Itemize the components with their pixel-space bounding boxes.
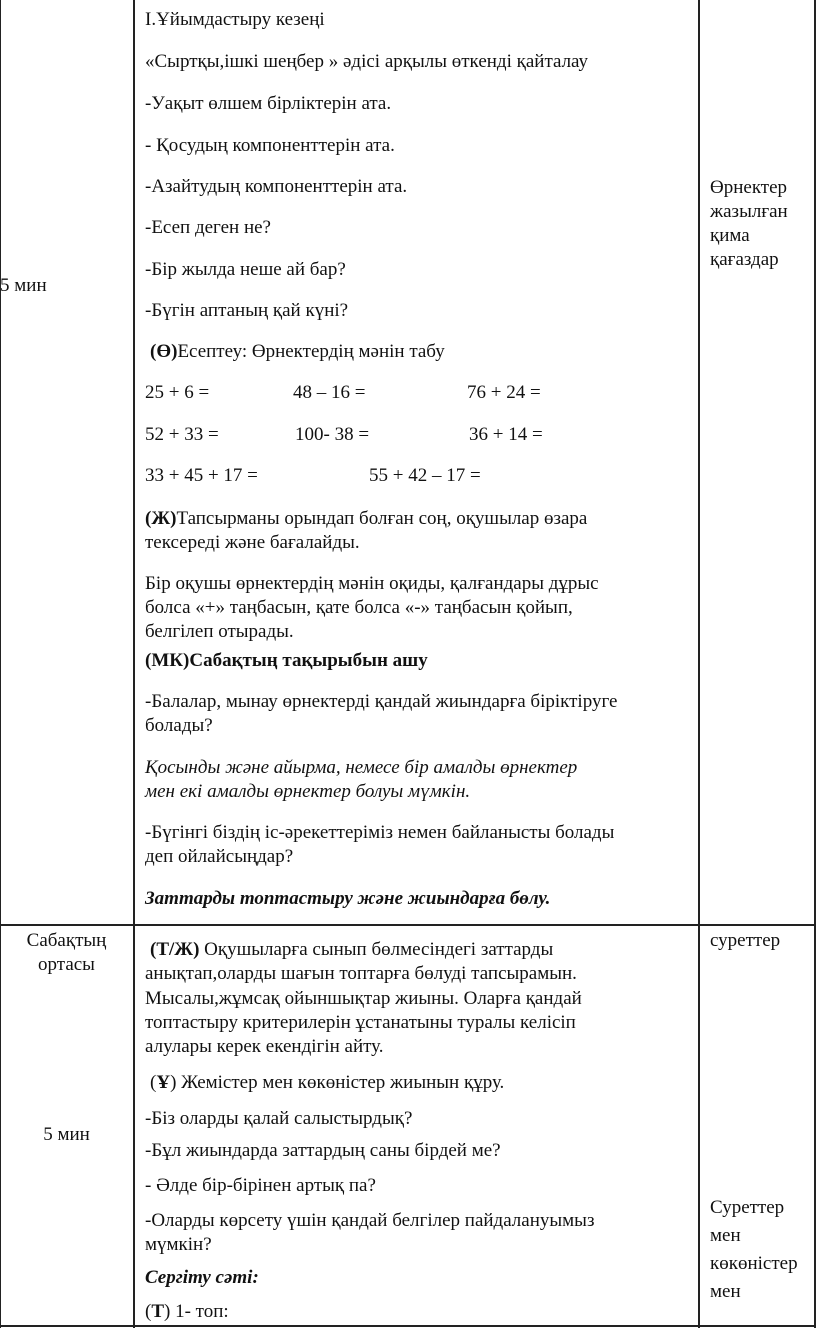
group-one-text: 1- топ: [175, 1301, 229, 1322]
pair-work-line-2: тексереді және бағалайды. [145, 532, 360, 553]
expression: 76 + 24 = [467, 382, 541, 403]
stage-middle-line-1: Сабақтың [26, 930, 107, 951]
set-task-text: Жемістер мен көкөністер жиынын құру. [181, 1072, 505, 1093]
row1-resource-line-3: қима [710, 225, 750, 246]
today-question-line-1: -Бүгінгі біздің іс-әрекеттеріміз немен байланысты болады [145, 822, 615, 843]
group-work-text: Оқушыларға сынып бөлмесіндегі заттарды [199, 939, 554, 960]
show-question-line-1: -Оларды көрсету үшін қандай белгілер пайдалануымыз [145, 1210, 595, 1231]
question-addition-components: - Қосудың компоненттерін ата. [145, 135, 395, 156]
group-one-line: (Т) 1- топ: [145, 1301, 229, 1322]
question-what-is-problem: -Есеп деген не? [145, 217, 271, 238]
topic-heading: (МК)Сабақтың тақырыбын ашу [145, 650, 428, 671]
column-divider-1 [133, 0, 135, 1328]
row2-resource-line-2: мен [710, 1225, 741, 1246]
row2-resource-line-3: көкөністер [710, 1253, 798, 1274]
today-question-line-2: деп ойлайсыңдар? [145, 846, 294, 867]
row1-resource-line-4: қағаздар [710, 249, 779, 270]
row2-time: 5 мин [43, 1124, 90, 1145]
check-line-3: белгілеп отырады. [145, 621, 294, 642]
row2-question-more: - Әлде бір-бірінен артық па? [145, 1175, 376, 1196]
group-work-tag: (Т/Ж) [150, 939, 200, 960]
row2-resource-line-4: мен [710, 1281, 741, 1302]
row2-question-compare: -Біз оларды қалай салыстырдық? [145, 1108, 413, 1129]
calc-task [150, 340, 445, 364]
group-work-line-2: анықтап,оларды шағын топтарға бөлуді тапсырамын. [145, 963, 577, 984]
question-time-units: -Уақыт өлшем бірліктерін ата. [145, 93, 392, 114]
answer-line-2: мен екі амалды өрнектер болуы мүмкін. [145, 781, 471, 802]
answer-line-1: Қосынды және айырма, немесе бір амалды өрнектер [145, 757, 578, 778]
row-divider [0, 924, 816, 926]
show-question-line-2: мүмкін? [145, 1234, 212, 1255]
kids-question-line-2: болады? [145, 715, 213, 736]
row1-time: 5 мин [0, 275, 47, 296]
table-border-bottom [0, 1325, 816, 1327]
sergitu-heading: Сергіту сәті: [145, 1267, 259, 1288]
row1-resource-line-1: Өрнектер [710, 177, 788, 198]
row2-question-equal: -Бұл жиындарда заттардың саны бірдей ме? [145, 1140, 501, 1161]
row2-resource-top: суреттер [710, 930, 781, 951]
group-work-line-5: алулары керек екендігін айту. [145, 1036, 384, 1057]
pair-work-text: Тапсырманы орындап болған соң, оқушылар өзара [176, 508, 588, 529]
group-work-line-1 [150, 938, 553, 962]
expression: 55 + 42 – 17 = [369, 465, 481, 486]
stage-title: І.Ұйымдастыру кезеңі [145, 9, 325, 30]
check-line-2: болса «+» таңбасын, қате болса «-» таңбасын қойып, [145, 597, 573, 618]
expression: 25 + 6 = [145, 382, 210, 403]
pair-work-tag: (Ж) [145, 508, 177, 529]
group-work-line-4: топтастыру критерилерін ұстанатыны туралы келісіп [145, 1012, 576, 1033]
calc-task-text: Есептеу: Өрнектердің мәнін табу [177, 341, 445, 362]
row1-resource-line-2: жазылған [710, 201, 788, 222]
question-months-in-year: -Бір жылда неше ай бар? [145, 259, 346, 280]
set-task: (Ұ) Жемістер мен көкөністер жиынын құру. [150, 1072, 505, 1093]
method-line: «Сыртқы,ішкі шеңбер » әдісі арқылы өткенді қайталау [145, 51, 589, 72]
question-subtraction-components: -Азайтудың компоненттерін ата. [145, 176, 408, 197]
row2-resource-line-1: Суреттер [710, 1197, 785, 1218]
expression: 52 + 33 = [145, 424, 219, 445]
check-line-1: Бір оқушы өрнектердің мәнін оқиды, қалғандары дұрыс [145, 573, 599, 594]
set-task-tag: Ұ [156, 1072, 171, 1093]
group-one-tag: Т [151, 1301, 165, 1322]
calc-task-tag: (Ө) [150, 341, 178, 362]
expression: 33 + 45 + 17 = [145, 465, 258, 486]
group-work-line-3: Мысалы,жұмсақ ойыншықтар жиыны. Оларға қандай [145, 988, 582, 1009]
expression: 48 – 16 = [293, 382, 366, 403]
question-weekday: -Бүгін аптаның қай күні? [145, 300, 349, 321]
expression: 100- 38 = [295, 424, 370, 445]
kids-question-line-1: -Балалар, мынау өрнектерді қандай жиындарға біріктіруге [145, 691, 618, 712]
pair-work-line-1 [145, 507, 587, 531]
topic-answer: Заттарды топтастыру және жиындарға бөлу. [145, 888, 551, 909]
column-divider-2 [698, 0, 700, 1328]
stage-middle-line-2: ортасы [38, 954, 95, 975]
expression: 36 + 14 = [469, 424, 543, 445]
